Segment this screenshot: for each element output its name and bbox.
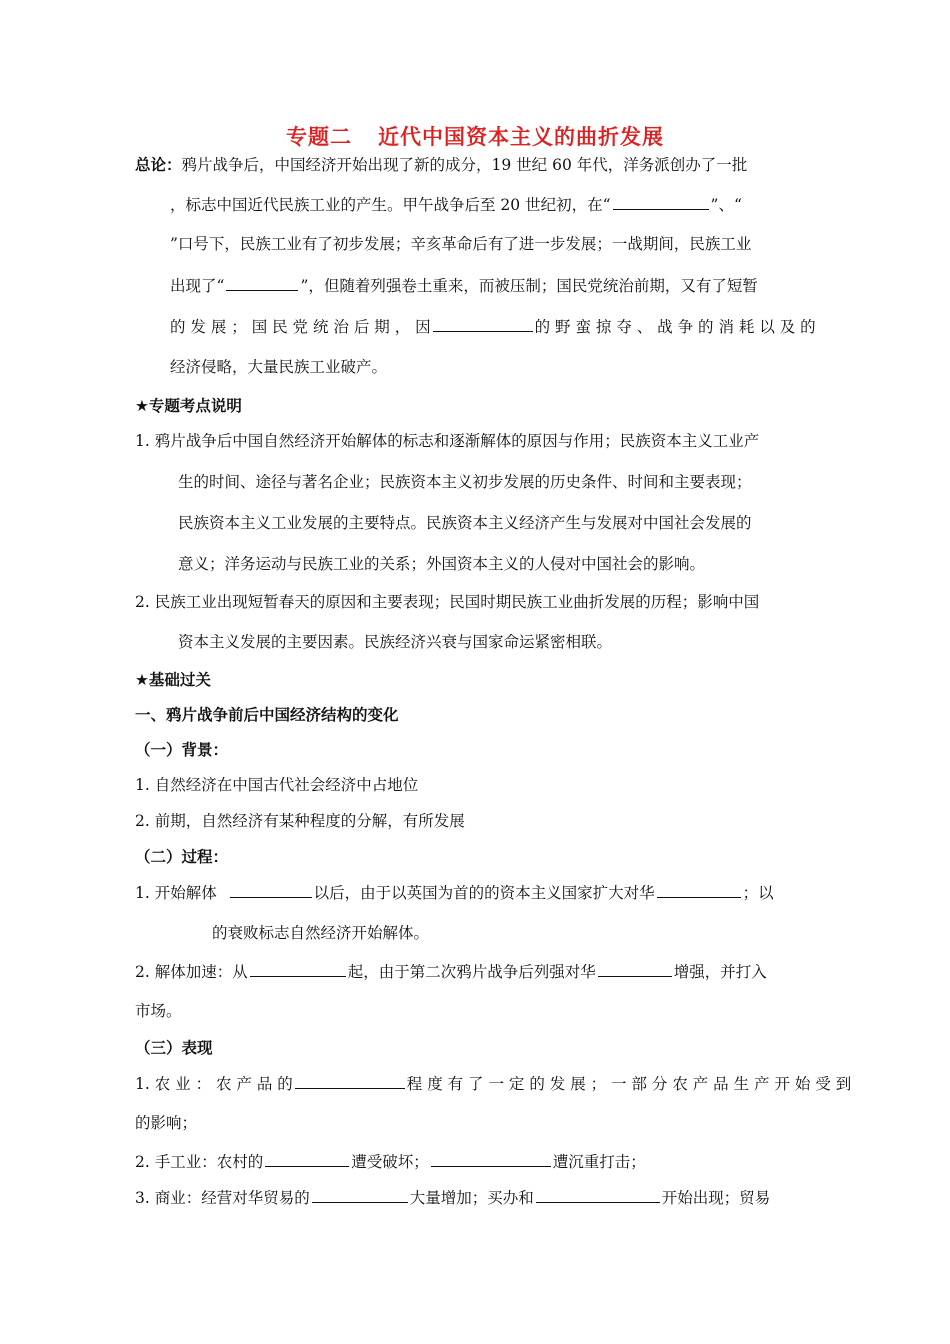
fill-blank[interactable] [433,316,533,332]
process-heading: （二）过程： [135,848,229,866]
fill-blank[interactable] [536,1187,660,1203]
kaodian-item-1-line-3: 民族资本主义工业发展的主要特点。民族资本主义经济产生与发展对中国社会发展的 [178,514,752,532]
background-item-1: 1. 自然经济在中国古代社会经济中占地位 [135,776,419,794]
fill-blank[interactable] [598,961,672,977]
fill-blank[interactable] [312,1187,408,1203]
summary-line-4: 出现了“ ”，但随着列强卷土重来，而被压制；国民党统治前期，又有了短暂 [170,277,758,295]
performance-item-2: 2. 手工业：农村的 遭受破坏； 遭沉重打击； [135,1153,646,1171]
fill-blank[interactable] [431,1151,551,1167]
fill-blank[interactable] [613,194,709,210]
kaodian-item-2-line-2: 资本主义发展的主要因素。民族经济兴衰与国家命运紧密相联。 [178,633,613,651]
kaodian-item-1-line-1: 1. 鸦片战争后中国自然经济开始解体的标志和逐渐解体的原因与作用；民族资本主义工业产 [135,432,760,450]
process-item-1-line-2: 的衰败标志自然经济开始解体。 [212,924,430,942]
kaodian-item-1-line-4: 意义；洋务运动与民族工业的关系；外国资本主义的人侵对中国社会的影响。 [178,555,706,573]
process-item-2-line-1: 2. 解体加速：从 起，由于第二次鸦片战争后列强对华 增强，并打入 [135,963,767,981]
summary-line-2: ，标志中国近代民族工业的产生。甲午战争后至 20 世纪初，在“ ”、“ [170,196,742,214]
background-heading: （一）背景： [135,741,229,759]
process-item-1-line-1: 1. 开始解体 以后，由于以英国为首的的资本主义国家扩大对华 ；以 [135,884,774,902]
title-part1: 专题二 [286,125,352,149]
fill-blank[interactable] [226,275,298,291]
jichu-heading: ★基础过关 [135,671,211,689]
summary-line-6: 经济侵略，大量民族工业破产。 [170,358,388,376]
fill-blank[interactable] [250,961,346,977]
summary-label: 总论： [135,156,182,174]
summary-line-5: 的 发 展 ； 国 民 党 统 治 后 期 ， 因 的 野 蛮 掠 夺 、 战 争 的 消 耗 以 及 的 [170,318,816,336]
fill-blank[interactable] [657,882,741,898]
performance-item-1-line-1: 1. 农 业 ： 农 产 品 的 程 度 有 了 一 定 的 发 展 ； 一 部 分 农 产 品 生 产 开 始 受 到 [135,1075,852,1093]
fill-blank[interactable] [295,1073,405,1089]
page-title [0,121,950,151]
section-1-heading: 一、鸦片战争前后中国经济结构的变化 [135,706,399,724]
kaodian-item-1-line-2: 生的时间、途径与著名企业；民族资本主义初步发展的历史条件、时间和主要表现； [178,473,752,491]
fill-blank[interactable] [265,1151,349,1167]
kaodian-heading: ★专题考点说明 [135,397,242,415]
performance-item-1-line-2: 的影响； [135,1114,198,1132]
process-item-2-line-2: 市场。 [135,1002,182,1020]
kaodian-item-2-line-1: 2. 民族工业出现短暂春天的原因和主要表现；民国时期民族工业曲折发展的历程；影响中国 [135,593,760,611]
title-part2: 近代中国资本主义的曲折发展 [378,125,664,149]
summary-line-1: 总论：鸦片战争后，中国经济开始出现了新的成分，19 世纪 60 年代，洋务派创办了一批 [135,156,748,174]
performance-item-3: 3. 商业：经营对华贸易的 大量增加；买办和 开始出现；贸易 [135,1189,771,1207]
fill-blank[interactable] [230,882,312,898]
summary-line-3: ”口号下，民族工业有了初步发展；辛亥革命后有了进一步发展；一战期间，民族工业 [170,235,752,253]
background-item-2: 2. 前期，自然经济有某种程度的分解，有所发展 [135,812,465,830]
performance-heading: （三）表现 [135,1039,213,1057]
